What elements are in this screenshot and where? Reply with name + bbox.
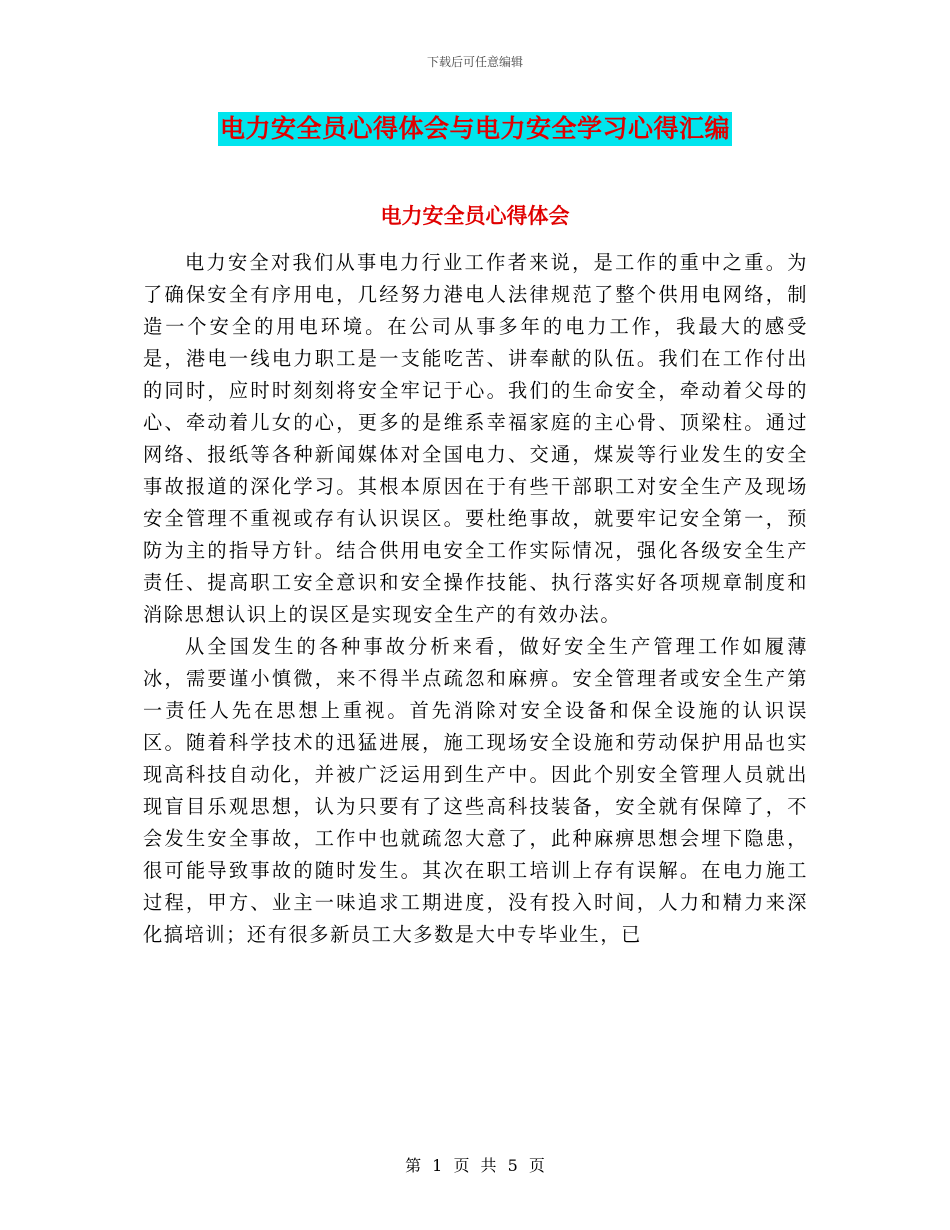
document-title: 电力安全员心得体会与电力安全学习心得汇编 — [218, 112, 732, 146]
page-header-note: 下载后可任意编辑 — [426, 55, 523, 69]
document-body — [143, 247, 808, 951]
body-paragraph-1: 电力安全对我们从事电力行业工作者来说，是工作的重中之重。为了确保安全有序用电，几经努力港电人法律规范了整个供用电网络，制造一个安全的用电环境。在公司从事多年的电力工作，我最大的感受是，港电一线电力职工是一支能吃苦、讲奉献的队伍。我们在工作付出的同时，应时时刻刻将安全牢记于心。我们的生命安全，牵动着父母的心、牵动着儿女的心，更多的是维系幸福家庭的主心骨、顶梁柱。通过网络、报纸等各种新闻媒体对全国电力、交通，煤炭等行业发生的安全事故报道的深化学习。其根本原因在于有些干部职工对安全生产及现场安全管理不重视或存有认识误区。要杜绝事故，就要牢记安全第一，预防为主的指导方针。结合供用电安全工作实际情况，强化各级安全生产责任、提高职工安全意识和安全操作技能、执行落实好各项规章制度和消除思想认识上的误区是实现安全生产的有效办法。 — [143, 251, 808, 626]
document-title-container — [0, 112, 950, 146]
section-title: 电力安全员心得体会 — [380, 203, 570, 228]
page-footer: 第 1 页 共 5 页 — [405, 1156, 545, 1175]
body-paragraph-2: 从全国发生的各种事故分析来看，做好安全生产管理工作如履薄冰，需要谨小慎微，来不得半点疏忽和麻痹。安全管理者或安全生产第一责任人先在思想上重视。首先消除对安全设备和保全设施的认识误区。随着科学技术的迅猛进展，施工现场安全设施和劳动保护用品也实现高科技自动化，并被广泛运用到生产中。因此个别安全管理人员就出现盲目乐观思想，认为只要有了这些高科技装备，安全就有保障了，不会发生安全事故，工作中也就疏忽大意了，此种麻痹思想会埋下隐患，很可能导致事故的随时发生。其次在职工培训上存有误解。在电力施工过程，甲方、业主一味追求工期进度，没有投入时间，人力和精力来深化搞培训；还有很多新员工大多数是大中专毕业生，已 — [143, 635, 808, 946]
